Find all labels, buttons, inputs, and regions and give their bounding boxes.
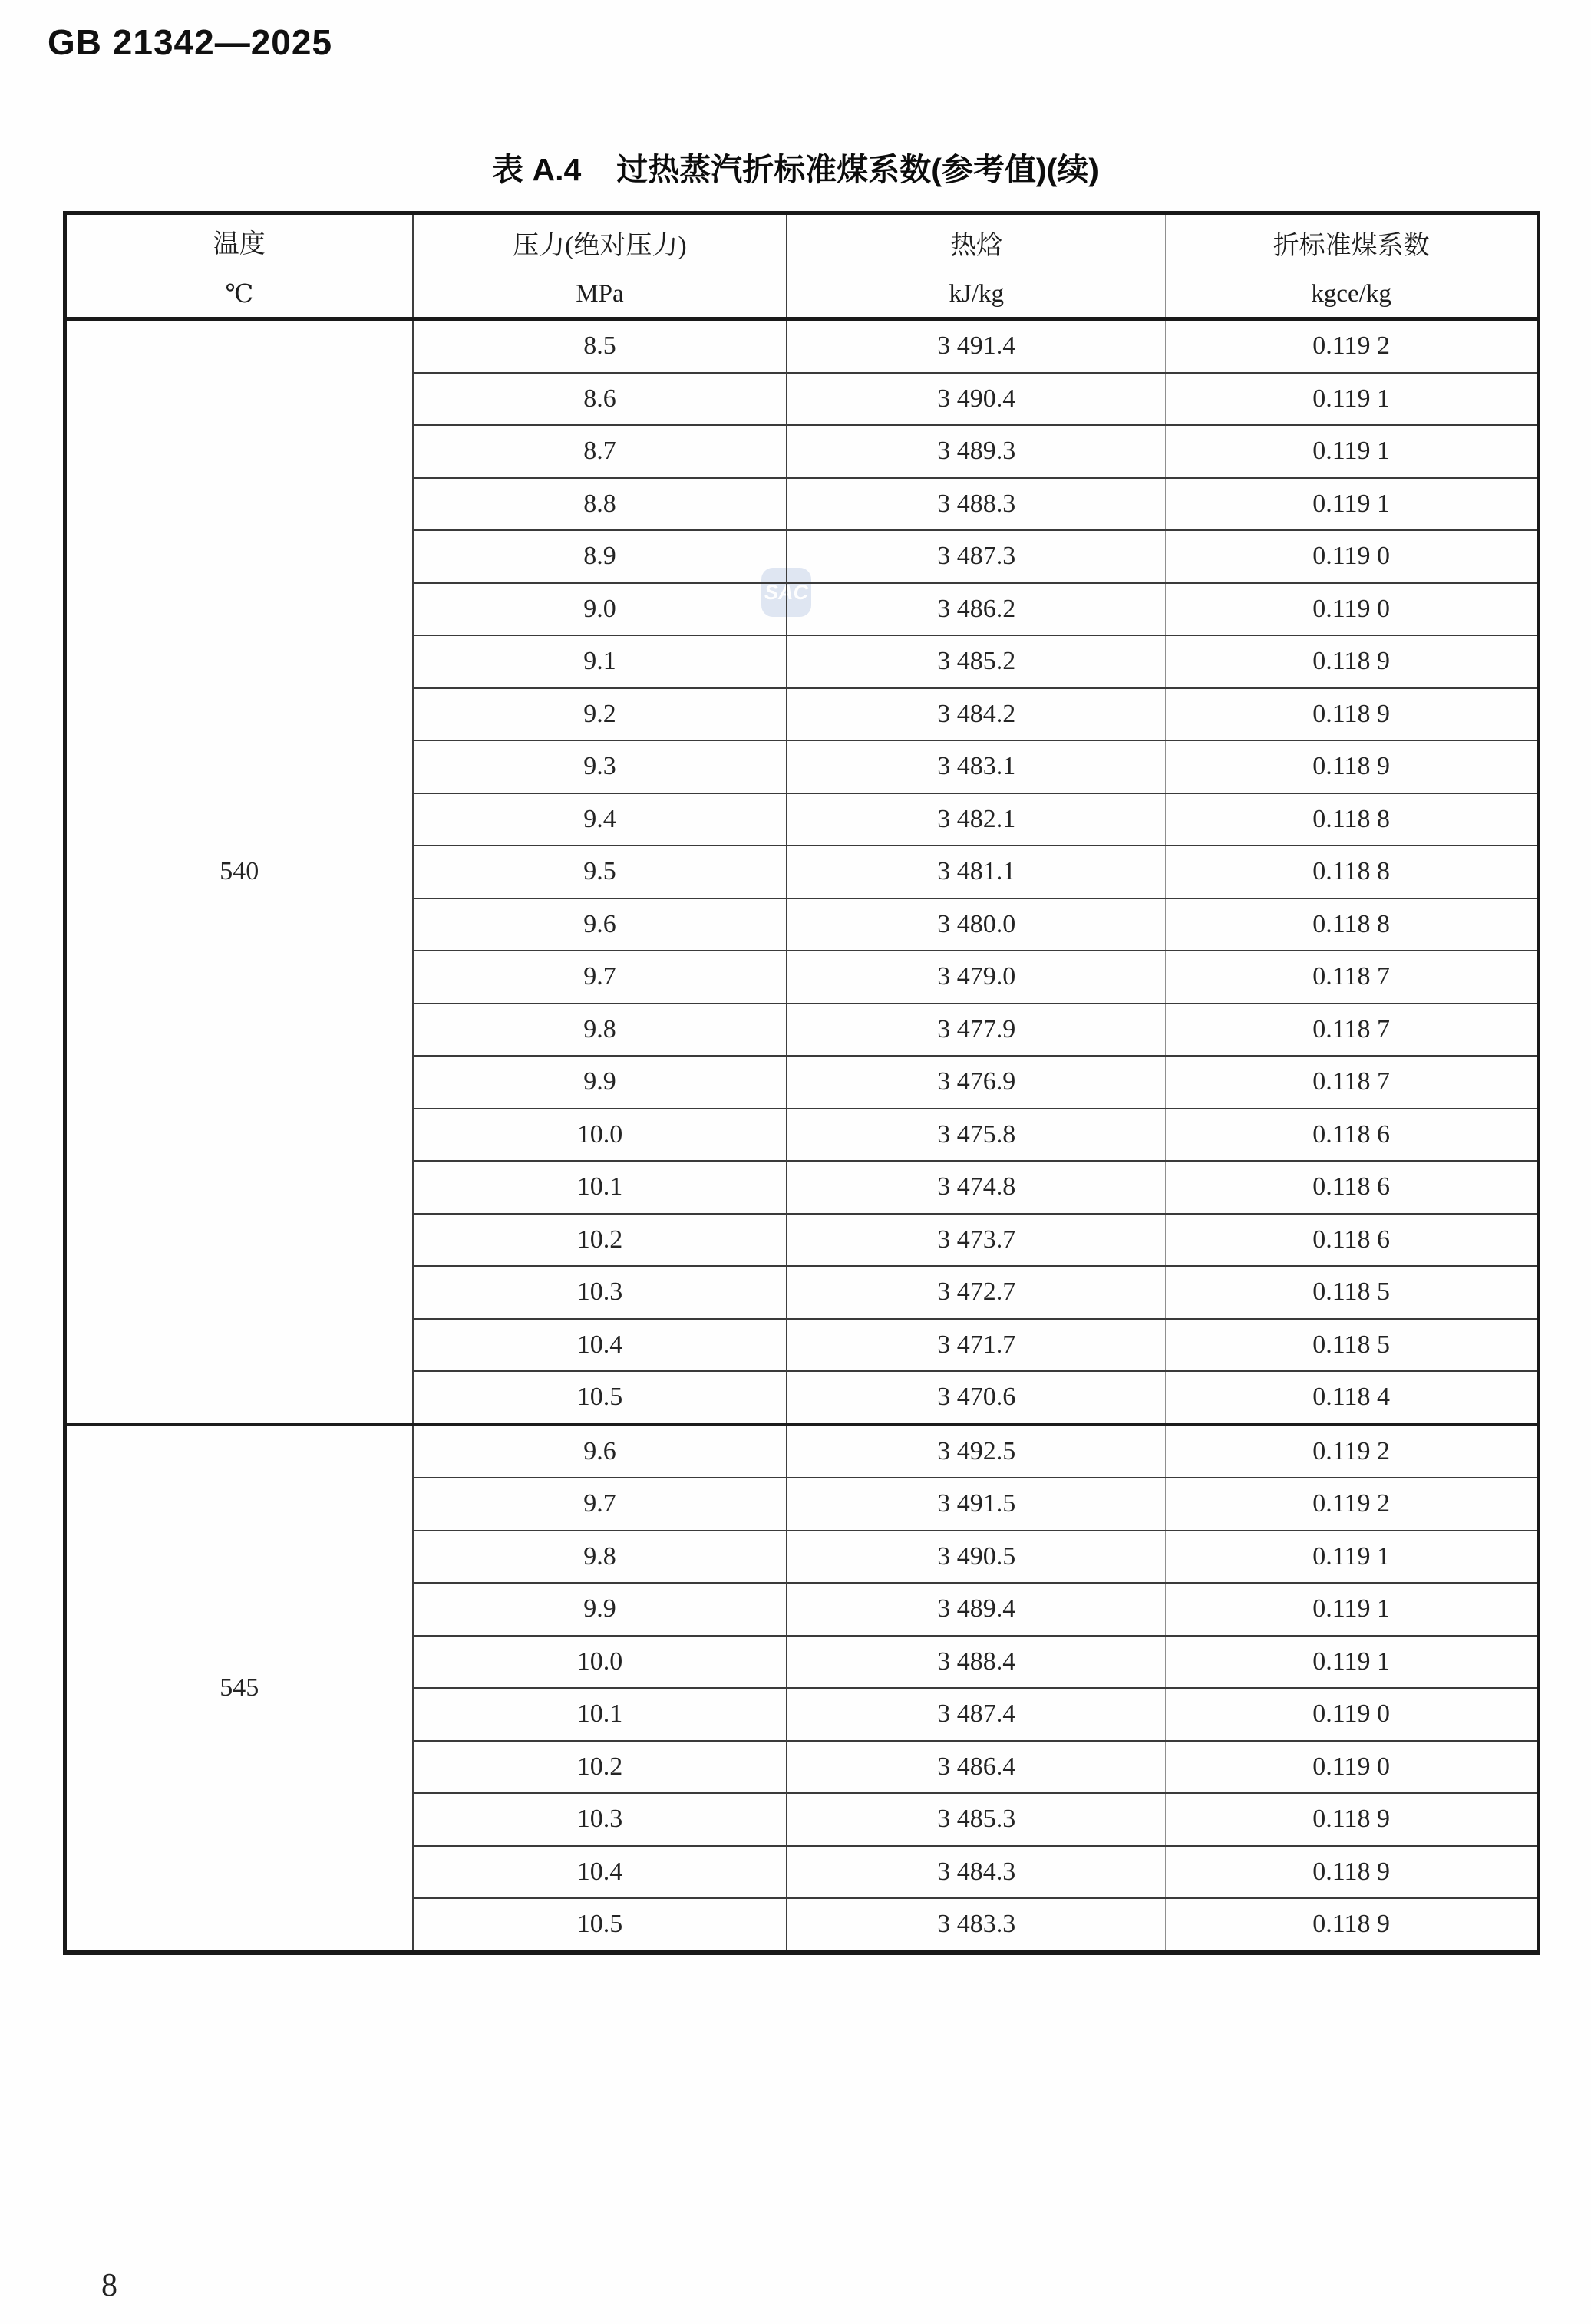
pressure-cell: 9.9: [413, 1583, 787, 1636]
enthalpy-cell: 3 476.9: [787, 1056, 1165, 1109]
pressure-cell: 10.1: [413, 1161, 787, 1214]
coefficient-cell: 0.118 9: [1166, 1898, 1539, 1953]
coefficient-cell: 0.119 0: [1166, 1741, 1539, 1794]
coefficient-cell: 0.119 1: [1166, 478, 1539, 531]
coefficient-cell: 0.119 0: [1166, 1688, 1539, 1741]
enthalpy-cell: 3 485.2: [787, 635, 1165, 688]
column-header-enthalpy: [787, 213, 1165, 319]
enthalpy-cell: 3 474.8: [787, 1161, 1165, 1214]
pressure-cell: 9.6: [413, 1425, 787, 1478]
pressure-cell: 9.1: [413, 635, 787, 688]
pressure-cell: 9.7: [413, 951, 787, 1004]
standard-code: GB 21342—2025: [48, 22, 333, 62]
pressure-cell: 10.3: [413, 1266, 787, 1319]
table-title-text: 过热蒸汽折标准煤系数(参考值)(续): [616, 152, 1099, 187]
pressure-cell: 9.6: [413, 898, 787, 951]
coefficient-cell: 0.119 1: [1166, 425, 1539, 478]
enthalpy-cell: 3 473.7: [787, 1214, 1165, 1267]
pressure-cell: 9.9: [413, 1056, 787, 1109]
enthalpy-cell: 3 472.7: [787, 1266, 1165, 1319]
coefficient-cell: 0.119 2: [1166, 1478, 1539, 1531]
table-row: [65, 1425, 1539, 1478]
coefficient-cell: 0.118 6: [1166, 1214, 1539, 1267]
enthalpy-cell: 3 470.6: [787, 1371, 1165, 1425]
pressure-cell: 10.5: [413, 1898, 787, 1953]
enthalpy-cell: 3 487.3: [787, 530, 1165, 583]
column-unit: MPa: [576, 279, 624, 308]
enthalpy-cell: 3 484.2: [787, 688, 1165, 741]
coefficient-cell: 0.118 5: [1166, 1266, 1539, 1319]
column-unit: kgce/kg: [1311, 279, 1391, 308]
column-name: 压力(绝对压力): [513, 231, 687, 260]
enthalpy-cell: 3 488.3: [787, 478, 1165, 531]
column-header-coefficient: [1166, 213, 1539, 319]
enthalpy-cell: 3 491.4: [787, 319, 1165, 373]
enthalpy-cell: 3 490.5: [787, 1531, 1165, 1584]
coefficient-cell: 0.119 2: [1166, 1425, 1539, 1478]
pressure-cell: 8.7: [413, 425, 787, 478]
coefficient-cell: 0.119 2: [1166, 319, 1539, 373]
pressure-cell: 10.2: [413, 1214, 787, 1267]
enthalpy-cell: 3 475.8: [787, 1109, 1165, 1162]
table-header-row: [65, 213, 1539, 319]
column-unit: kJ/kg: [949, 279, 1004, 308]
enthalpy-cell: 3 477.9: [787, 1004, 1165, 1057]
column-name: 折标准煤系数: [1272, 231, 1430, 260]
pressure-cell: 9.8: [413, 1531, 787, 1584]
table-body: [65, 319, 1539, 1953]
enthalpy-cell: 3 487.4: [787, 1688, 1165, 1741]
pressure-cell: 8.8: [413, 478, 787, 531]
sac-logo-text: SAC: [764, 580, 808, 604]
coefficient-cell: 0.119 1: [1166, 1583, 1539, 1636]
column-name: 温度: [213, 230, 266, 259]
coefficient-cell: 0.118 7: [1166, 1004, 1539, 1057]
pressure-cell: 8.9: [413, 530, 787, 583]
coefficient-cell: 0.118 9: [1166, 1793, 1539, 1846]
pressure-cell: 10.2: [413, 1741, 787, 1794]
pressure-cell: 8.6: [413, 373, 787, 426]
coefficient-cell: 0.119 0: [1166, 530, 1539, 583]
coefficient-cell: 0.118 6: [1166, 1161, 1539, 1214]
temperature-cell: 545: [65, 1425, 413, 1953]
pressure-cell: 9.7: [413, 1478, 787, 1531]
coefficient-cell: 0.118 9: [1166, 740, 1539, 793]
table-title-label: 表 A.4: [492, 152, 582, 187]
enthalpy-cell: 3 479.0: [787, 951, 1165, 1004]
column-header-temperature: [65, 213, 413, 319]
enthalpy-cell: 3 480.0: [787, 898, 1165, 951]
enthalpy-cell: 3 486.2: [787, 583, 1165, 636]
coefficient-cell: 0.118 5: [1166, 1319, 1539, 1372]
coefficient-cell: 0.119 1: [1166, 1531, 1539, 1584]
steam-coefficient-table: [63, 211, 1540, 1955]
pressure-cell: 9.2: [413, 688, 787, 741]
coefficient-cell: 0.118 9: [1166, 1846, 1539, 1899]
coefficient-cell: 0.118 9: [1166, 635, 1539, 688]
coefficient-cell: 0.118 8: [1166, 846, 1539, 898]
table-title: [0, 144, 1591, 190]
column-unit: ℃: [225, 281, 254, 308]
enthalpy-cell: 3 488.4: [787, 1636, 1165, 1689]
pressure-cell: 10.4: [413, 1319, 787, 1372]
coefficient-cell: 0.118 4: [1166, 1371, 1539, 1425]
enthalpy-cell: 3 485.3: [787, 1793, 1165, 1846]
coefficient-cell: 0.118 8: [1166, 898, 1539, 951]
enthalpy-cell: 3 492.5: [787, 1425, 1165, 1478]
enthalpy-cell: 3 482.1: [787, 793, 1165, 846]
page-number: 8: [101, 2268, 117, 2303]
enthalpy-cell: 3 471.7: [787, 1319, 1165, 1372]
pressure-cell: 9.8: [413, 1004, 787, 1057]
column-name: 热焓: [950, 231, 1003, 260]
enthalpy-cell: 3 481.1: [787, 846, 1165, 898]
pressure-cell: 10.1: [413, 1688, 787, 1741]
enthalpy-cell: 3 483.1: [787, 740, 1165, 793]
pressure-cell: 10.0: [413, 1636, 787, 1689]
pressure-cell: 10.0: [413, 1109, 787, 1162]
enthalpy-cell: 3 491.5: [787, 1478, 1165, 1531]
pressure-cell: 10.4: [413, 1846, 787, 1899]
coefficient-cell: 0.118 8: [1166, 793, 1539, 846]
pressure-cell: 10.5: [413, 1371, 787, 1425]
coefficient-cell: 0.118 7: [1166, 1056, 1539, 1109]
coefficient-cell: 0.118 9: [1166, 688, 1539, 741]
coefficient-cell: 0.119 0: [1166, 583, 1539, 636]
pressure-cell: 9.3: [413, 740, 787, 793]
coefficient-cell: 0.118 7: [1166, 951, 1539, 1004]
pressure-cell: 9.4: [413, 793, 787, 846]
table-row: [65, 319, 1539, 373]
enthalpy-cell: 3 484.3: [787, 1846, 1165, 1899]
enthalpy-cell: 3 489.3: [787, 425, 1165, 478]
pressure-cell: 9.0: [413, 583, 787, 636]
enthalpy-cell: 3 486.4: [787, 1741, 1165, 1794]
pressure-cell: 10.3: [413, 1793, 787, 1846]
coefficient-cell: 0.118 6: [1166, 1109, 1539, 1162]
enthalpy-cell: 3 489.4: [787, 1583, 1165, 1636]
column-header-pressure: [413, 213, 787, 319]
temperature-cell: 540: [65, 319, 413, 1425]
table-header: [65, 213, 1539, 319]
pressure-cell: 8.5: [413, 319, 787, 373]
coefficient-cell: 0.119 1: [1166, 1636, 1539, 1689]
coefficient-cell: 0.119 1: [1166, 373, 1539, 426]
pressure-cell: 9.5: [413, 846, 787, 898]
enthalpy-cell: 3 483.3: [787, 1898, 1165, 1953]
enthalpy-cell: 3 490.4: [787, 373, 1165, 426]
